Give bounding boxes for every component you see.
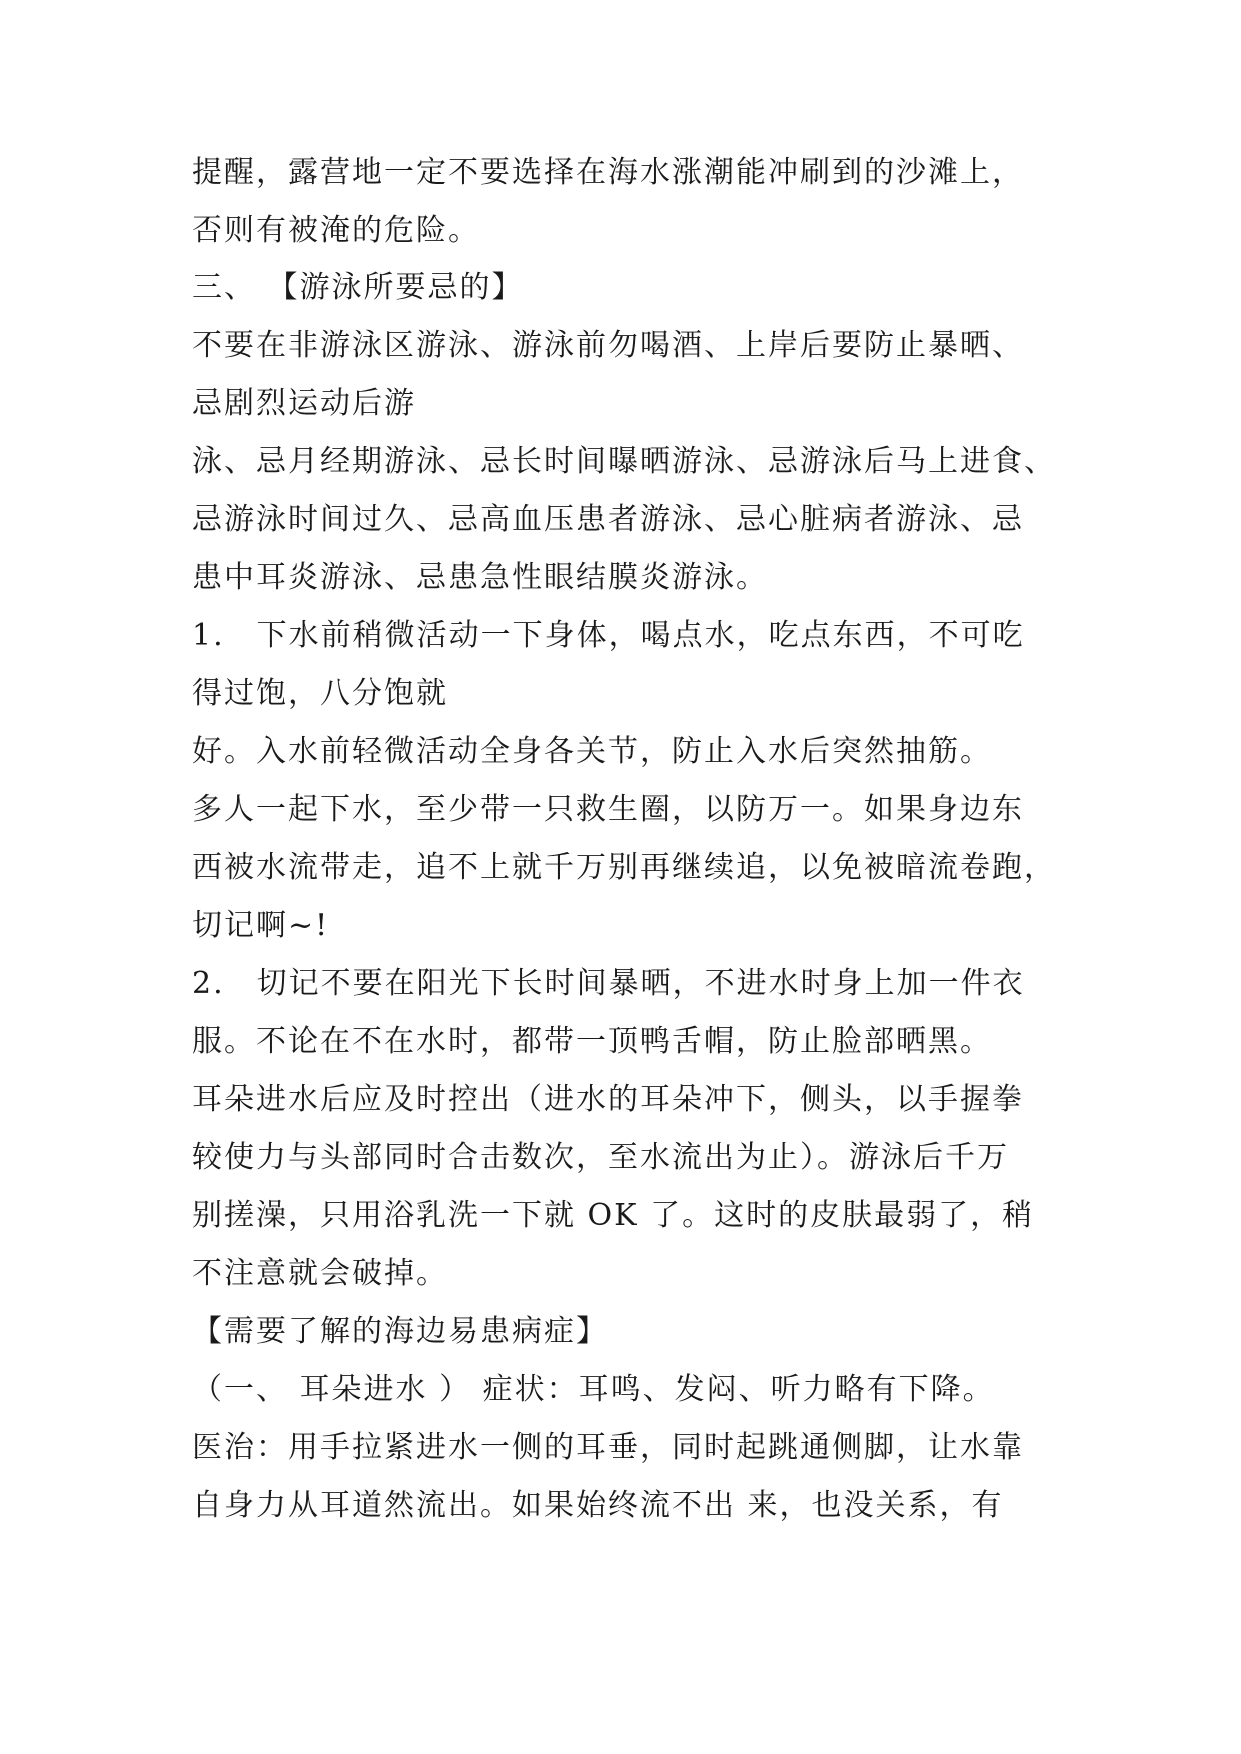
list-item-1: 1. 下水前稍微活动一下身体，喝点水，吃点东西，不可吃 (192, 618, 1025, 653)
text-line: 忌游泳时间过久、忌高血压患者游泳、忌心脏病者游泳、忌 (192, 502, 1024, 537)
list-item-2: 2. 切记不要在阳光下长时间暴晒，不进水时身上加一件衣 (192, 966, 1025, 1001)
section-heading: 【需要了解的海边易患病症】 (192, 1314, 608, 1349)
text-line: 多人一起下水，至少带一只救生圈，以防万一。如果身边东 (192, 792, 1024, 827)
text-line: 不注意就会破掉。 (192, 1256, 448, 1291)
text-line: 自身力从耳道然流出。如果始终流不出 来，也没关系，有 (192, 1488, 1004, 1523)
text-line: 服。不论在不在水时，都带一顶鸭舌帽，防止脸部晒黑。 (192, 1024, 992, 1059)
text-line: 不要在非游泳区游泳、游泳前勿喝酒、上岸后要防止暴晒、 (192, 328, 1024, 363)
text-line: 提醒，露营地一定不要选择在海水涨潮能冲刷到的沙滩上， (192, 155, 1024, 190)
text-line: 切记啊~! (192, 908, 330, 943)
text-line: 医治：用手拉紧进水一侧的耳垂，同时起跳通侧脚，让水靠 (192, 1430, 1024, 1465)
text-line: 西被水流带走，追不上就千万别再继续追，以免被暗流卷跑， (192, 850, 1056, 885)
text-line: 较使力与头部同时合击数次，至水流出为止）。游泳后千万 (192, 1140, 1009, 1175)
text-line: 忌剧烈运动后游 (192, 386, 416, 421)
section-heading: 三、 【游泳所要忌的】 (192, 270, 524, 305)
text-line: 好。入水前轻微活动全身各关节，防止入水后突然抽筋。 (192, 734, 992, 769)
text-line: 别搓澡，只用浴乳洗一下就 OK 了。这时的皮肤最弱了，稍 (192, 1198, 1035, 1233)
text-line: 患中耳炎游泳、忌患急性眼结膜炎游泳。 (192, 560, 768, 595)
text-line: 泳、忌月经期游泳、忌长时间曝晒游泳、忌游泳后马上进食、 (192, 444, 1056, 479)
text-line: 耳朵进水后应及时控出（进水的耳朵冲下，侧头，以手握拳 (192, 1082, 1024, 1117)
text-line: 得过饱，八分饱就 (192, 676, 448, 711)
text-line: 否则有被淹的危险。 (192, 213, 480, 248)
text-line: （一、 耳朵进水 ） 症状：耳鸣、发闷、听力略有下降。 (192, 1372, 995, 1407)
